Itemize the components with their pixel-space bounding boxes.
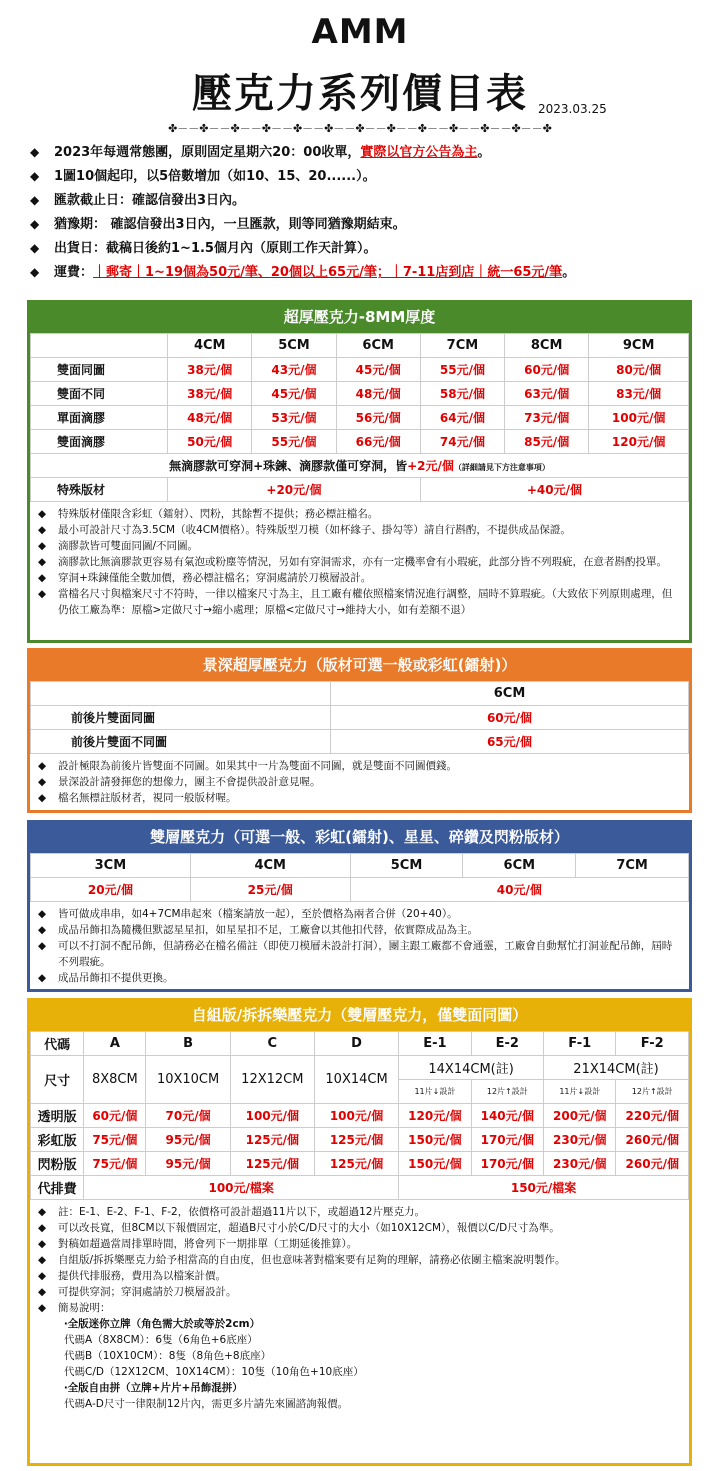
row-label: 透明版 bbox=[31, 1104, 84, 1128]
note-item bbox=[36, 1236, 681, 1252]
desc-item: ‧全版迷你立牌（角色需大於或等於2cm） bbox=[64, 1318, 261, 1330]
notes-double bbox=[30, 902, 689, 992]
note-text: 可以改長寬，但8CM以下報價固定，超過B尺寸小於C/D尺寸的大小（如10X12CM），報價以C/D尺寸為準。 bbox=[58, 1222, 560, 1234]
row-label: 代碼 bbox=[31, 1032, 84, 1056]
rule-item bbox=[30, 164, 690, 188]
note-text: 成品吊飾扣不提供更換。 bbox=[58, 972, 174, 984]
note-item bbox=[36, 1268, 681, 1284]
note-item bbox=[36, 906, 681, 922]
note-text: 設計極限為前後片皆雙面不同圖。如果其中一片為雙面不同圖，就是雙面不同圖價錢。 bbox=[58, 760, 457, 772]
diamond-bullet-icon: ◆ bbox=[30, 193, 40, 207]
addon-row bbox=[31, 454, 689, 478]
table-row bbox=[31, 334, 689, 358]
diamond-bullet-icon: ◆ bbox=[38, 760, 47, 772]
diamond-bullet-icon: ◆ bbox=[38, 1302, 47, 1314]
note-item bbox=[36, 970, 681, 986]
price-cell: 43元/個 bbox=[252, 358, 336, 382]
row-label: 雙面不同 bbox=[31, 382, 168, 406]
diamond-bullet-icon: ◆ bbox=[38, 556, 47, 568]
price-cell: 100元/檔案 bbox=[84, 1176, 399, 1200]
rule-text: 匯款截止日：確認信發出3日內。 bbox=[54, 193, 246, 208]
col-header: 7CM bbox=[420, 334, 504, 358]
table-row bbox=[31, 878, 689, 902]
note-text: 皆可做成串串，如4+7CM串起來（檔案請放一起），至於價格為兩者合併（20+40）。 bbox=[58, 908, 458, 920]
notes-depth bbox=[30, 754, 689, 812]
row-label: 雙面同圖 bbox=[31, 358, 168, 382]
note-item bbox=[36, 522, 681, 538]
row-label: 雙面滴膠 bbox=[31, 430, 168, 454]
note-text: 可以不打洞不配吊飾，但請務必在檔名備註（即使刀模層未設計打洞），團主跟工廠都不會通靈，工廠會自動幫忙打洞並配吊飾，屆時不列瑕疵。 bbox=[58, 940, 673, 968]
addon-note: （詳細請見下方注意事項） bbox=[453, 463, 550, 472]
price-cell: +20元/個 bbox=[168, 478, 421, 502]
note-text: 簡易說明： bbox=[58, 1302, 111, 1314]
col-header: 5CM bbox=[252, 334, 336, 358]
table-row bbox=[31, 1152, 689, 1176]
note-text: 自組版/拆拆樂壓克力給予相當高的自由度，但也意味著對檔案要有足夠的理解，請務必依團主檔案說明製作。 bbox=[58, 1254, 566, 1266]
price-cell: 45元/個 bbox=[336, 358, 420, 382]
price-cell: 150元/個 bbox=[399, 1128, 471, 1152]
page-title: 壓克力系列價目表 bbox=[192, 71, 528, 117]
sub-header: 11片↓設計 bbox=[399, 1080, 471, 1104]
note-item bbox=[36, 570, 681, 586]
diamond-bullet-icon: ◆ bbox=[30, 241, 40, 255]
divider: ✤－－✤－－✤－－✤－－✤－－✤－－✤－－✤－－✤－－✤－－✤－－✤－－✤ bbox=[168, 122, 552, 135]
diamond-bullet-icon: ◆ bbox=[38, 1238, 47, 1250]
note-text: 對稿如超過當周排單時間，將會列下一期排單（工期延後推算）。 bbox=[58, 1238, 358, 1250]
size-cell: 10X14CM bbox=[314, 1056, 398, 1104]
price-cell: 85元/個 bbox=[505, 430, 589, 454]
price-cell: 60元/個 bbox=[84, 1104, 146, 1128]
table-row bbox=[31, 454, 689, 478]
table-row bbox=[31, 478, 689, 502]
diamond-bullet-icon: ◆ bbox=[30, 217, 40, 231]
rule-highlight: 實際以官方公告為主 bbox=[360, 145, 478, 160]
col-header: C bbox=[230, 1032, 314, 1056]
col-header: 8CM bbox=[505, 334, 589, 358]
size-cell: 10X10CM bbox=[146, 1056, 230, 1104]
note-text: 檔名無標註版材者，視同一般版材喔。 bbox=[58, 792, 237, 804]
size-cell: 21X14CM(註) bbox=[544, 1056, 689, 1080]
note-item bbox=[36, 506, 681, 522]
brand-title: AMM bbox=[311, 12, 409, 52]
table-row bbox=[31, 854, 689, 878]
rule-item bbox=[30, 188, 690, 212]
note-text: 成品吊飾扣為隨機但默認星星扣，如星星扣不足，工廠會以其他扣代替，依實際成品為主。 bbox=[58, 924, 478, 936]
rule-item bbox=[30, 260, 690, 284]
date-label: 2023.03.25 bbox=[538, 102, 607, 116]
price-cell: 100元/個 bbox=[230, 1104, 314, 1128]
note-item bbox=[36, 790, 681, 806]
rule-text: 2023年每週常態團，原則固定星期六20：00收單， bbox=[54, 145, 361, 160]
price-cell: 48元/個 bbox=[168, 406, 252, 430]
price-cell: 170元/個 bbox=[471, 1152, 543, 1176]
price-cell: 125元/個 bbox=[314, 1128, 398, 1152]
col-header: 3CM bbox=[31, 854, 191, 878]
price-cell: 73元/個 bbox=[505, 406, 589, 430]
diamond-bullet-icon: ◆ bbox=[38, 572, 47, 584]
rule-text: 猶豫期： 確認信發出3日內，一旦匯款，則等同猶豫期結束。 bbox=[54, 217, 406, 232]
table-row bbox=[31, 682, 689, 706]
price-cell: 100元/個 bbox=[589, 406, 689, 430]
price-cell: 38元/個 bbox=[168, 382, 252, 406]
price-cell: 150元/檔案 bbox=[399, 1176, 689, 1200]
col-header: B bbox=[146, 1032, 230, 1056]
price-cell: 125元/個 bbox=[230, 1152, 314, 1176]
sub-header: 12片↑設計 bbox=[616, 1080, 689, 1104]
section-title: 景深超厚壓克力（版材可選一般或彩虹(鐳射)） bbox=[30, 651, 689, 681]
price-cell: 170元/個 bbox=[471, 1128, 543, 1152]
size-cell: 8X8CM bbox=[84, 1056, 146, 1104]
row-label: 代排費 bbox=[31, 1176, 84, 1200]
price-table-custom bbox=[30, 1031, 689, 1200]
price-cell: 260元/個 bbox=[616, 1128, 689, 1152]
note-item bbox=[36, 922, 681, 938]
price-cell: 150元/個 bbox=[399, 1152, 471, 1176]
rule-item bbox=[30, 236, 690, 260]
price-cell: 260元/個 bbox=[616, 1152, 689, 1176]
price-cell: 230元/個 bbox=[544, 1152, 616, 1176]
corner-cell bbox=[31, 334, 168, 358]
price-cell: 63元/個 bbox=[505, 382, 589, 406]
price-cell: 40元/個 bbox=[350, 878, 688, 902]
price-cell: 80元/個 bbox=[589, 358, 689, 382]
price-cell: 58元/個 bbox=[420, 382, 504, 406]
diamond-bullet-icon: ◆ bbox=[38, 1254, 47, 1266]
note-text: 滴膠款皆可雙面同圖/不同圖。 bbox=[58, 540, 199, 552]
rules-list bbox=[30, 140, 690, 284]
note-text: 註：E-1、E-2、F-1、F-2，依價格可設計超過11片以下，或超過12片壓克力。 bbox=[58, 1206, 425, 1218]
price-cell: 55元/個 bbox=[420, 358, 504, 382]
rule-text: 出貨日：截稿日後約1~1.5個月內（原則工作天計算）。 bbox=[54, 241, 377, 256]
col-header: F-1 bbox=[544, 1032, 616, 1056]
diamond-bullet-icon: ◆ bbox=[38, 908, 47, 920]
price-cell: 95元/個 bbox=[146, 1128, 230, 1152]
col-header: 4CM bbox=[168, 334, 252, 358]
diamond-bullet-icon: ◆ bbox=[38, 792, 47, 804]
addon-text: 無滴膠款可穿洞+珠鍊、滴膠款僅可穿洞，皆 bbox=[169, 459, 408, 473]
diamond-bullet-icon: ◆ bbox=[30, 265, 40, 279]
note-item bbox=[36, 1300, 681, 1316]
section-title: 自組版/拆拆樂壓克力（雙層壓克力，僅雙面同圖） bbox=[30, 1001, 689, 1031]
price-cell: 64元/個 bbox=[420, 406, 504, 430]
price-cell: 38元/個 bbox=[168, 358, 252, 382]
diamond-bullet-icon: ◆ bbox=[38, 940, 47, 952]
note-item bbox=[36, 774, 681, 790]
row-label: 尺寸 bbox=[31, 1056, 84, 1104]
price-cell: 50元/個 bbox=[168, 430, 252, 454]
price-cell: 66元/個 bbox=[336, 430, 420, 454]
price-cell: 125元/個 bbox=[230, 1128, 314, 1152]
table-row bbox=[31, 706, 689, 730]
size-cell: 12X12CM bbox=[230, 1056, 314, 1104]
corner-cell bbox=[31, 682, 331, 706]
diamond-bullet-icon: ◆ bbox=[38, 924, 47, 936]
table-row bbox=[31, 430, 689, 454]
row-label: 單面滴膠 bbox=[31, 406, 168, 430]
section-thick-acrylic bbox=[27, 300, 692, 643]
row-label: 前後片雙面不同圖 bbox=[31, 730, 331, 754]
price-cell: 100元/個 bbox=[314, 1104, 398, 1128]
section-title: 超厚壓克力-8MM厚度 bbox=[30, 303, 689, 333]
row-label: 彩虹版 bbox=[31, 1128, 84, 1152]
price-cell: 60元/個 bbox=[331, 706, 689, 730]
price-table-depth bbox=[30, 681, 689, 754]
table-row bbox=[31, 1128, 689, 1152]
diamond-bullet-icon: ◆ bbox=[38, 1206, 47, 1218]
section-depth-acrylic bbox=[27, 648, 692, 813]
price-cell: 200元/個 bbox=[544, 1104, 616, 1128]
desc-item: 代碼A（8X8CM）：6隻（6角色+6底座） bbox=[64, 1334, 258, 1346]
note-item bbox=[36, 1284, 681, 1300]
note-text: 穿洞+珠鍊僅能全數加價，務必標註檔名；穿洞處請於刀模層設計。 bbox=[58, 572, 372, 584]
rule-end: 。 bbox=[562, 265, 576, 280]
diamond-bullet-icon: ◆ bbox=[38, 540, 47, 552]
note-item bbox=[36, 1204, 681, 1220]
note-item bbox=[36, 1220, 681, 1236]
price-cell: 25元/個 bbox=[190, 878, 350, 902]
table-row bbox=[31, 1056, 689, 1080]
table-row bbox=[31, 730, 689, 754]
col-header: A bbox=[84, 1032, 146, 1056]
diamond-bullet-icon: ◆ bbox=[38, 1270, 47, 1282]
col-header: 4CM bbox=[190, 854, 350, 878]
price-cell: 230元/個 bbox=[544, 1128, 616, 1152]
table-row bbox=[31, 382, 689, 406]
col-header: E-1 bbox=[399, 1032, 471, 1056]
rule-text: 運費： bbox=[54, 265, 94, 280]
note-text: 當檔名尺寸與檔案尺寸不符時，一律以檔案尺寸為主，且工廠有權依照檔案情況進行調整，屆時不算瑕疵。（大致依下列原則處理，但仍依工廠為準：原檔>定做尺寸→縮小處理；原檔<定做尺寸→維持大小，如有差額不退） bbox=[58, 588, 673, 616]
header bbox=[0, 0, 720, 135]
note-text: 滴膠款比無滴膠款更容易有氣泡或粉塵等情況，另如有穿洞需求，亦有一定機率會有小瑕疵，此部分皆不列瑕疵，在意者斟酌投單。 bbox=[58, 556, 667, 568]
rule-highlight: ｜郵寄｜1~19個為50元/筆、20個以上65元/筆；｜7-11店到店｜統一65元/筆 bbox=[93, 265, 563, 280]
note-text: 可提供穿洞；穿洞處請於刀模層設計。 bbox=[58, 1286, 237, 1298]
rule-text: 1圖10個起印，以5倍數增加（如10、15、20......）。 bbox=[54, 169, 376, 184]
note-item bbox=[36, 586, 681, 618]
row-label: 特殊版材 bbox=[31, 478, 168, 502]
section-custom bbox=[27, 998, 692, 1466]
price-cell: 83元/個 bbox=[589, 382, 689, 406]
price-cell: 74元/個 bbox=[420, 430, 504, 454]
price-cell: 70元/個 bbox=[146, 1104, 230, 1128]
diamond-bullet-icon: ◆ bbox=[38, 508, 47, 520]
price-cell: 48元/個 bbox=[336, 382, 420, 406]
desc-item: 代碼A-D尺寸一律限制12片內，需更多片請先來圖諮詢報價。 bbox=[64, 1398, 349, 1410]
price-cell: 75元/個 bbox=[84, 1152, 146, 1176]
price-cell: 95元/個 bbox=[146, 1152, 230, 1176]
note-text: 提供代排服務，費用為以檔案計價。 bbox=[58, 1270, 226, 1282]
table-row bbox=[31, 358, 689, 382]
col-header: 6CM bbox=[463, 854, 576, 878]
diamond-bullet-icon: ◆ bbox=[38, 588, 47, 600]
price-cell: +40元/個 bbox=[420, 478, 688, 502]
diamond-bullet-icon: ◆ bbox=[38, 776, 47, 788]
table-row bbox=[31, 1104, 689, 1128]
row-label: 前後片雙面同圖 bbox=[31, 706, 331, 730]
note-item bbox=[36, 554, 681, 570]
price-cell: 20元/個 bbox=[31, 878, 191, 902]
note-text: 特殊版材僅限含彩虹（鐳射）、閃粉，其餘暫不提供；務必標註檔名。 bbox=[58, 508, 379, 520]
rule-item bbox=[30, 212, 690, 236]
price-cell: 45元/個 bbox=[252, 382, 336, 406]
diamond-bullet-icon: ◆ bbox=[38, 524, 47, 536]
price-cell: 65元/個 bbox=[331, 730, 689, 754]
price-cell: 53元/個 bbox=[252, 406, 336, 430]
price-cell: 120元/個 bbox=[399, 1104, 471, 1128]
note-text: 景深設計請發揮您的想像力，團主不會提供設計意見喔。 bbox=[58, 776, 321, 788]
table-row bbox=[31, 1176, 689, 1200]
desc-item: 代碼B（10X10CM）：8隻（8角色+8底座） bbox=[64, 1350, 272, 1362]
diamond-bullet-icon: ◆ bbox=[38, 1222, 47, 1234]
notes-custom bbox=[30, 1200, 689, 1418]
col-header: D bbox=[314, 1032, 398, 1056]
addon-price: +2元/個 bbox=[407, 459, 454, 473]
section-double-layer bbox=[27, 820, 692, 992]
col-header: 9CM bbox=[589, 334, 689, 358]
price-cell: 55元/個 bbox=[252, 430, 336, 454]
desc-item: ‧全版自由拼（立牌+片片+吊飾混拼） bbox=[64, 1382, 243, 1394]
col-header: 7CM bbox=[576, 854, 689, 878]
rule-item bbox=[30, 140, 690, 164]
price-cell: 120元/個 bbox=[589, 430, 689, 454]
col-header: 6CM bbox=[331, 682, 689, 706]
note-item bbox=[36, 758, 681, 774]
price-table-thick bbox=[30, 333, 689, 502]
rule-end: 。 bbox=[477, 145, 491, 160]
note-text: 最小可設計尺寸為3.5CM（收4CM價格）。特殊版型刀模（如杯緣子、掛勾等）請自行斟酌，不提供成品保證。 bbox=[58, 524, 571, 536]
diamond-bullet-icon: ◆ bbox=[30, 145, 40, 159]
col-header: E-2 bbox=[471, 1032, 543, 1056]
sub-header: 11片↓設計 bbox=[544, 1080, 616, 1104]
price-cell: 125元/個 bbox=[314, 1152, 398, 1176]
sub-header: 12片↑設計 bbox=[471, 1080, 543, 1104]
price-cell: 140元/個 bbox=[471, 1104, 543, 1128]
section-title: 雙層壓克力（可選一般、彩虹(鐳射)、星星、碎鑽及閃粉版材） bbox=[30, 823, 689, 853]
price-table-double bbox=[30, 853, 689, 902]
price-cell: 75元/個 bbox=[84, 1128, 146, 1152]
diamond-bullet-icon: ◆ bbox=[30, 169, 40, 183]
col-header: F-2 bbox=[616, 1032, 689, 1056]
price-cell: 220元/個 bbox=[616, 1104, 689, 1128]
note-item bbox=[36, 538, 681, 554]
note-item bbox=[36, 938, 681, 970]
notes-thick bbox=[30, 502, 689, 624]
price-cell: 60元/個 bbox=[505, 358, 589, 382]
desc-item: 代碼C/D（12X12CM、10X14CM）：10隻（10角色+10底座） bbox=[64, 1366, 364, 1378]
price-cell: 56元/個 bbox=[336, 406, 420, 430]
note-item bbox=[36, 1252, 681, 1268]
diamond-bullet-icon: ◆ bbox=[38, 972, 47, 984]
row-label: 閃粉版 bbox=[31, 1152, 84, 1176]
col-header: 5CM bbox=[350, 854, 463, 878]
table-row bbox=[31, 1032, 689, 1056]
col-header: 6CM bbox=[336, 334, 420, 358]
size-cell: 14X14CM(註) bbox=[399, 1056, 544, 1080]
diamond-bullet-icon: ◆ bbox=[38, 1286, 47, 1298]
table-row bbox=[31, 406, 689, 430]
